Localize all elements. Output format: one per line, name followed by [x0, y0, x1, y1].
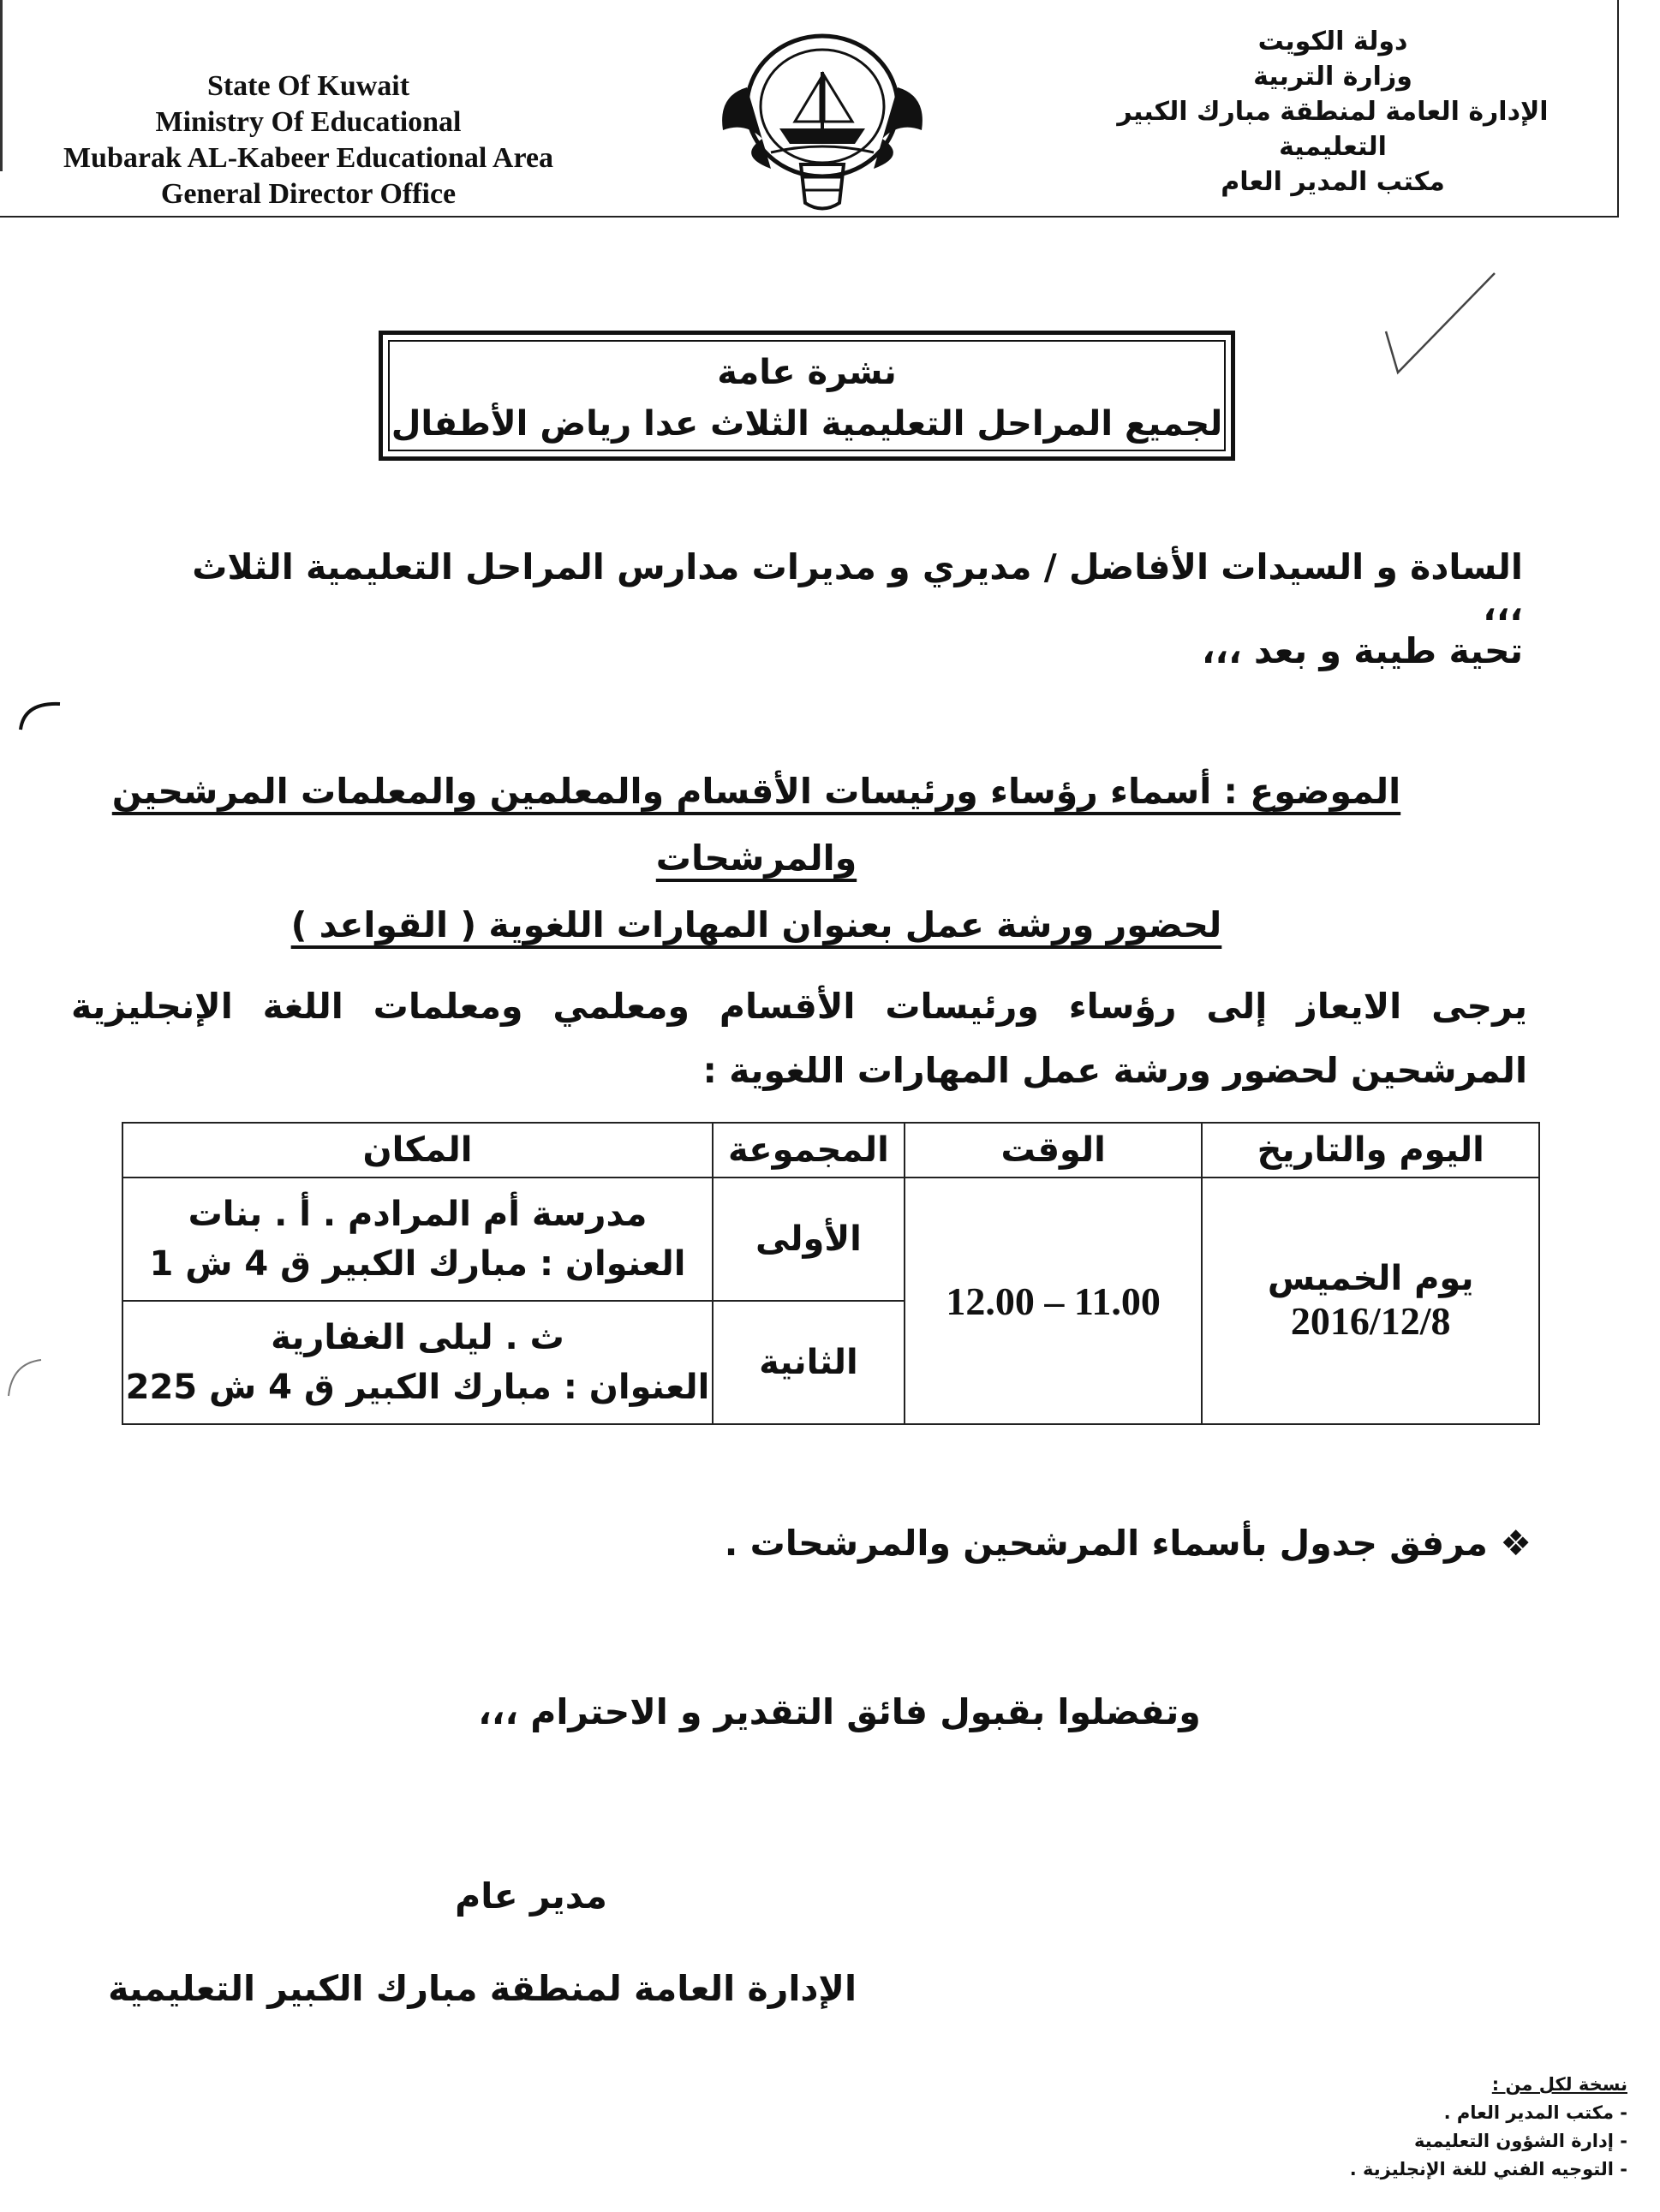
time-value: 12.00 – 11.00	[905, 1178, 1203, 1424]
copies-heading: نسخة لكل من :	[1491, 2074, 1627, 2095]
list-item: - مكتب المدير العام .	[1443, 2102, 1627, 2123]
venue-cell	[122, 1301, 713, 1424]
list-item: - التوجيه الفني للغة الإنجليزية .	[1349, 2159, 1627, 2179]
day-date-cell	[1202, 1178, 1539, 1424]
en-line-country: State Of Kuwait	[206, 70, 410, 102]
group-value: الأولى	[713, 1178, 905, 1301]
ar-line-ministry: وزارة التربية	[1253, 62, 1412, 92]
date-value: 2016/12/8	[1290, 1298, 1451, 1343]
punch-hole-arc	[3, 1353, 46, 1404]
header-group: المجموعة	[713, 1123, 905, 1178]
greeting: تحية طيبة و بعد ،،،	[1201, 630, 1523, 671]
en-line-office: General Director Office	[160, 178, 457, 210]
kuwait-emblem-icon	[711, 27, 934, 216]
checkmark-icon	[1379, 270, 1499, 381]
workshop-schedule-table	[122, 1122, 1540, 1425]
bullet-icon: ❖	[1500, 1523, 1532, 1564]
table-header-row	[122, 1123, 1539, 1178]
day-value: يوم الخميس	[1267, 1258, 1474, 1298]
en-line-area: Mubarak AL-Kabeer Educational Area	[63, 142, 554, 174]
venue-name: ث . ليلى الغفارية	[271, 1318, 564, 1357]
header-venue: المكان	[122, 1123, 713, 1178]
ar-line-area: الإدارة العامة لمنطقة مبارك الكبير التعليمية	[1117, 97, 1549, 162]
venue-address: العنوان : مبارك الكبير ق 4 ش 225	[125, 1368, 710, 1407]
bulletin-title	[388, 340, 1226, 451]
subject-line1: الموضوع : أسماء رؤساء ورئيسات الأقسام والمعلمين والمعلمات المرشحين والمرشحات	[111, 771, 1401, 879]
body-paragraph: يرجى الايعاز إلى رؤساء ورئيسات الأقسام ومعلمي ومعلمات اللغة الإنجليزية المرشحين لحضور ورشة عمل المهارات اللغوية :	[71, 986, 1527, 1091]
punch-hole-arc	[15, 695, 67, 747]
venue-name: مدرسة أم المرادم . أ . بنات	[188, 1195, 648, 1234]
english-letterhead	[17, 69, 600, 212]
signature-organization: الإدارة العامة لمنطقة مبارك الكبير التعليمية	[108, 1968, 857, 2009]
attachment-text: مرفق جدول بأسماء المرشحين والمرشحات .	[724, 1523, 1488, 1564]
table-row	[122, 1178, 1539, 1301]
subject-line2: لحضور ورشة عمل بعنوان المهارات اللغوية ( القواعد )	[290, 904, 1222, 945]
header-day-date: اليوم والتاريخ	[1202, 1123, 1539, 1178]
arabic-letterhead	[1067, 24, 1598, 200]
ar-line-office: مكتب المدير العام	[1221, 167, 1445, 197]
venue-cell	[122, 1178, 713, 1301]
attachment-note	[75, 1523, 1532, 1564]
bulletin-title-box	[379, 331, 1235, 461]
header-time: الوقت	[905, 1123, 1203, 1178]
salutation: السادة و السيدات الأفاضل / مديري و مديرات مدارس المراحل التعليمية الثلاث ،،،	[192, 546, 1523, 629]
closing-line: وتفضلوا بقبول فائق التقدير و الاحترام ،،،	[478, 1691, 1201, 1732]
ar-line-country: دولة الكويت	[1257, 27, 1408, 57]
list-item: - إدارة الشؤون التعليمية	[1414, 2131, 1627, 2151]
en-line-ministry: Ministry Of Educational	[155, 106, 462, 138]
page-edge-line	[0, 0, 3, 171]
bulletin-title-line2: لجميع المراحل التعليمية الثلاث عدا رياض الأطفال	[391, 404, 1223, 444]
copies-list	[1199, 2071, 1627, 2184]
group-value: الثانية	[713, 1301, 905, 1424]
signature-title: مدير عام	[455, 1875, 607, 1917]
subject	[28, 758, 1484, 958]
venue-address: العنوان : مبارك الكبير ق 4 ش 1	[149, 1244, 686, 1284]
bulletin-title-line1: نشرة عامة	[717, 353, 897, 392]
